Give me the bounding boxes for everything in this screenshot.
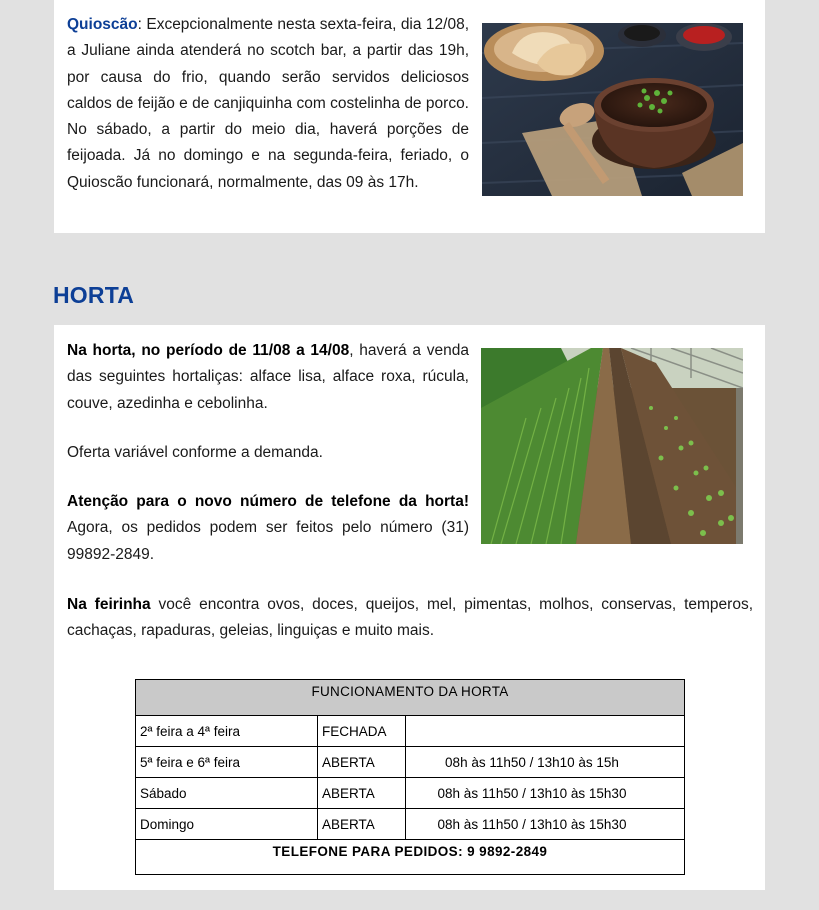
schedule-hours xyxy=(406,716,685,747)
horta-phone-text: Agora, os pedidos podem ser feitos pelo número (31) 99892-2849. xyxy=(67,519,469,563)
quiosque-paragraph xyxy=(67,12,469,196)
feirinha-text: você encontra ovos, doces, queijos, mel, pimentas, molhos, conservas, temperos, cachaças, rapaduras, geleias, linguiças e muito mais. xyxy=(67,596,753,640)
schedule-phone-footer: TELEFONE PARA PEDIDOS: 9 9892-2849 xyxy=(136,840,685,875)
quiosque-card xyxy=(54,0,765,233)
schedule-status: ABERTA xyxy=(318,809,406,840)
table-row xyxy=(136,747,685,778)
schedule-status: ABERTA xyxy=(318,747,406,778)
schedule-status: FECHADA xyxy=(318,716,406,747)
schedule-hours: 08h às 11h50 / 13h10 às 15h30 xyxy=(406,778,685,809)
horta-period-bold: Na horta, no período de 11/08 a 14/08 xyxy=(67,342,350,359)
vegetable-garden-image xyxy=(481,348,743,544)
horta-period-text: , haverá a venda das seguintes hortaliças: alface lisa, alface roxa, rúcula, couve, azedinha e cebolinha. xyxy=(67,342,469,412)
schedule-days: Domingo xyxy=(136,809,318,840)
schedule-days: Sábado xyxy=(136,778,318,809)
table-row xyxy=(136,809,685,840)
quiosque-text: : Excepcionalmente nesta sexta-feira, dia 12/08, a Juliane ainda atenderá no scotch bar, a partir das 19h, por causa do frio, quando serão servidos deliciosos caldos de feijão e de canjiquinha com costelinha de porco. No sábado, a partir do meio dia, haverá porções de feijoada. Já no domingo e na segunda-feira, feriado, o Quioscão funcionará, normalmente, das 09 às 17h. xyxy=(67,16,469,191)
schedule-header-row xyxy=(136,680,685,716)
horta-schedule-table xyxy=(135,679,685,875)
schedule-header: FUNCIONAMENTO DA HORTA xyxy=(136,680,685,716)
horta-paragraph-3 xyxy=(67,489,469,568)
feirinha-paragraph xyxy=(67,592,753,645)
schedule-days: 2ª feira a 4ª feira xyxy=(136,716,318,747)
table-row xyxy=(136,716,685,747)
schedule-hours: 08h às 11h50 / 13h10 às 15h30 xyxy=(406,809,685,840)
bean-soup-image xyxy=(482,23,743,196)
schedule-status: ABERTA xyxy=(318,778,406,809)
quiosque-keyword: Quioscão xyxy=(67,16,138,33)
feirinha-bold: Na feirinha xyxy=(67,596,151,613)
schedule-hours: 08h às 11h50 / 13h10 às 15h xyxy=(406,747,685,778)
horta-paragraph-2: Oferta variável conforme a demanda. xyxy=(67,443,323,461)
horta-section-title: HORTA xyxy=(53,282,135,308)
horta-card xyxy=(54,325,765,890)
table-row xyxy=(136,778,685,809)
schedule-days: 5ª feira e 6ª feira xyxy=(136,747,318,778)
horta-paragraph-1 xyxy=(67,338,469,417)
schedule-footer-row xyxy=(136,840,685,875)
horta-text-block xyxy=(67,338,469,568)
horta-phone-bold: Atenção para o novo número de telefone da horta! xyxy=(67,493,469,511)
